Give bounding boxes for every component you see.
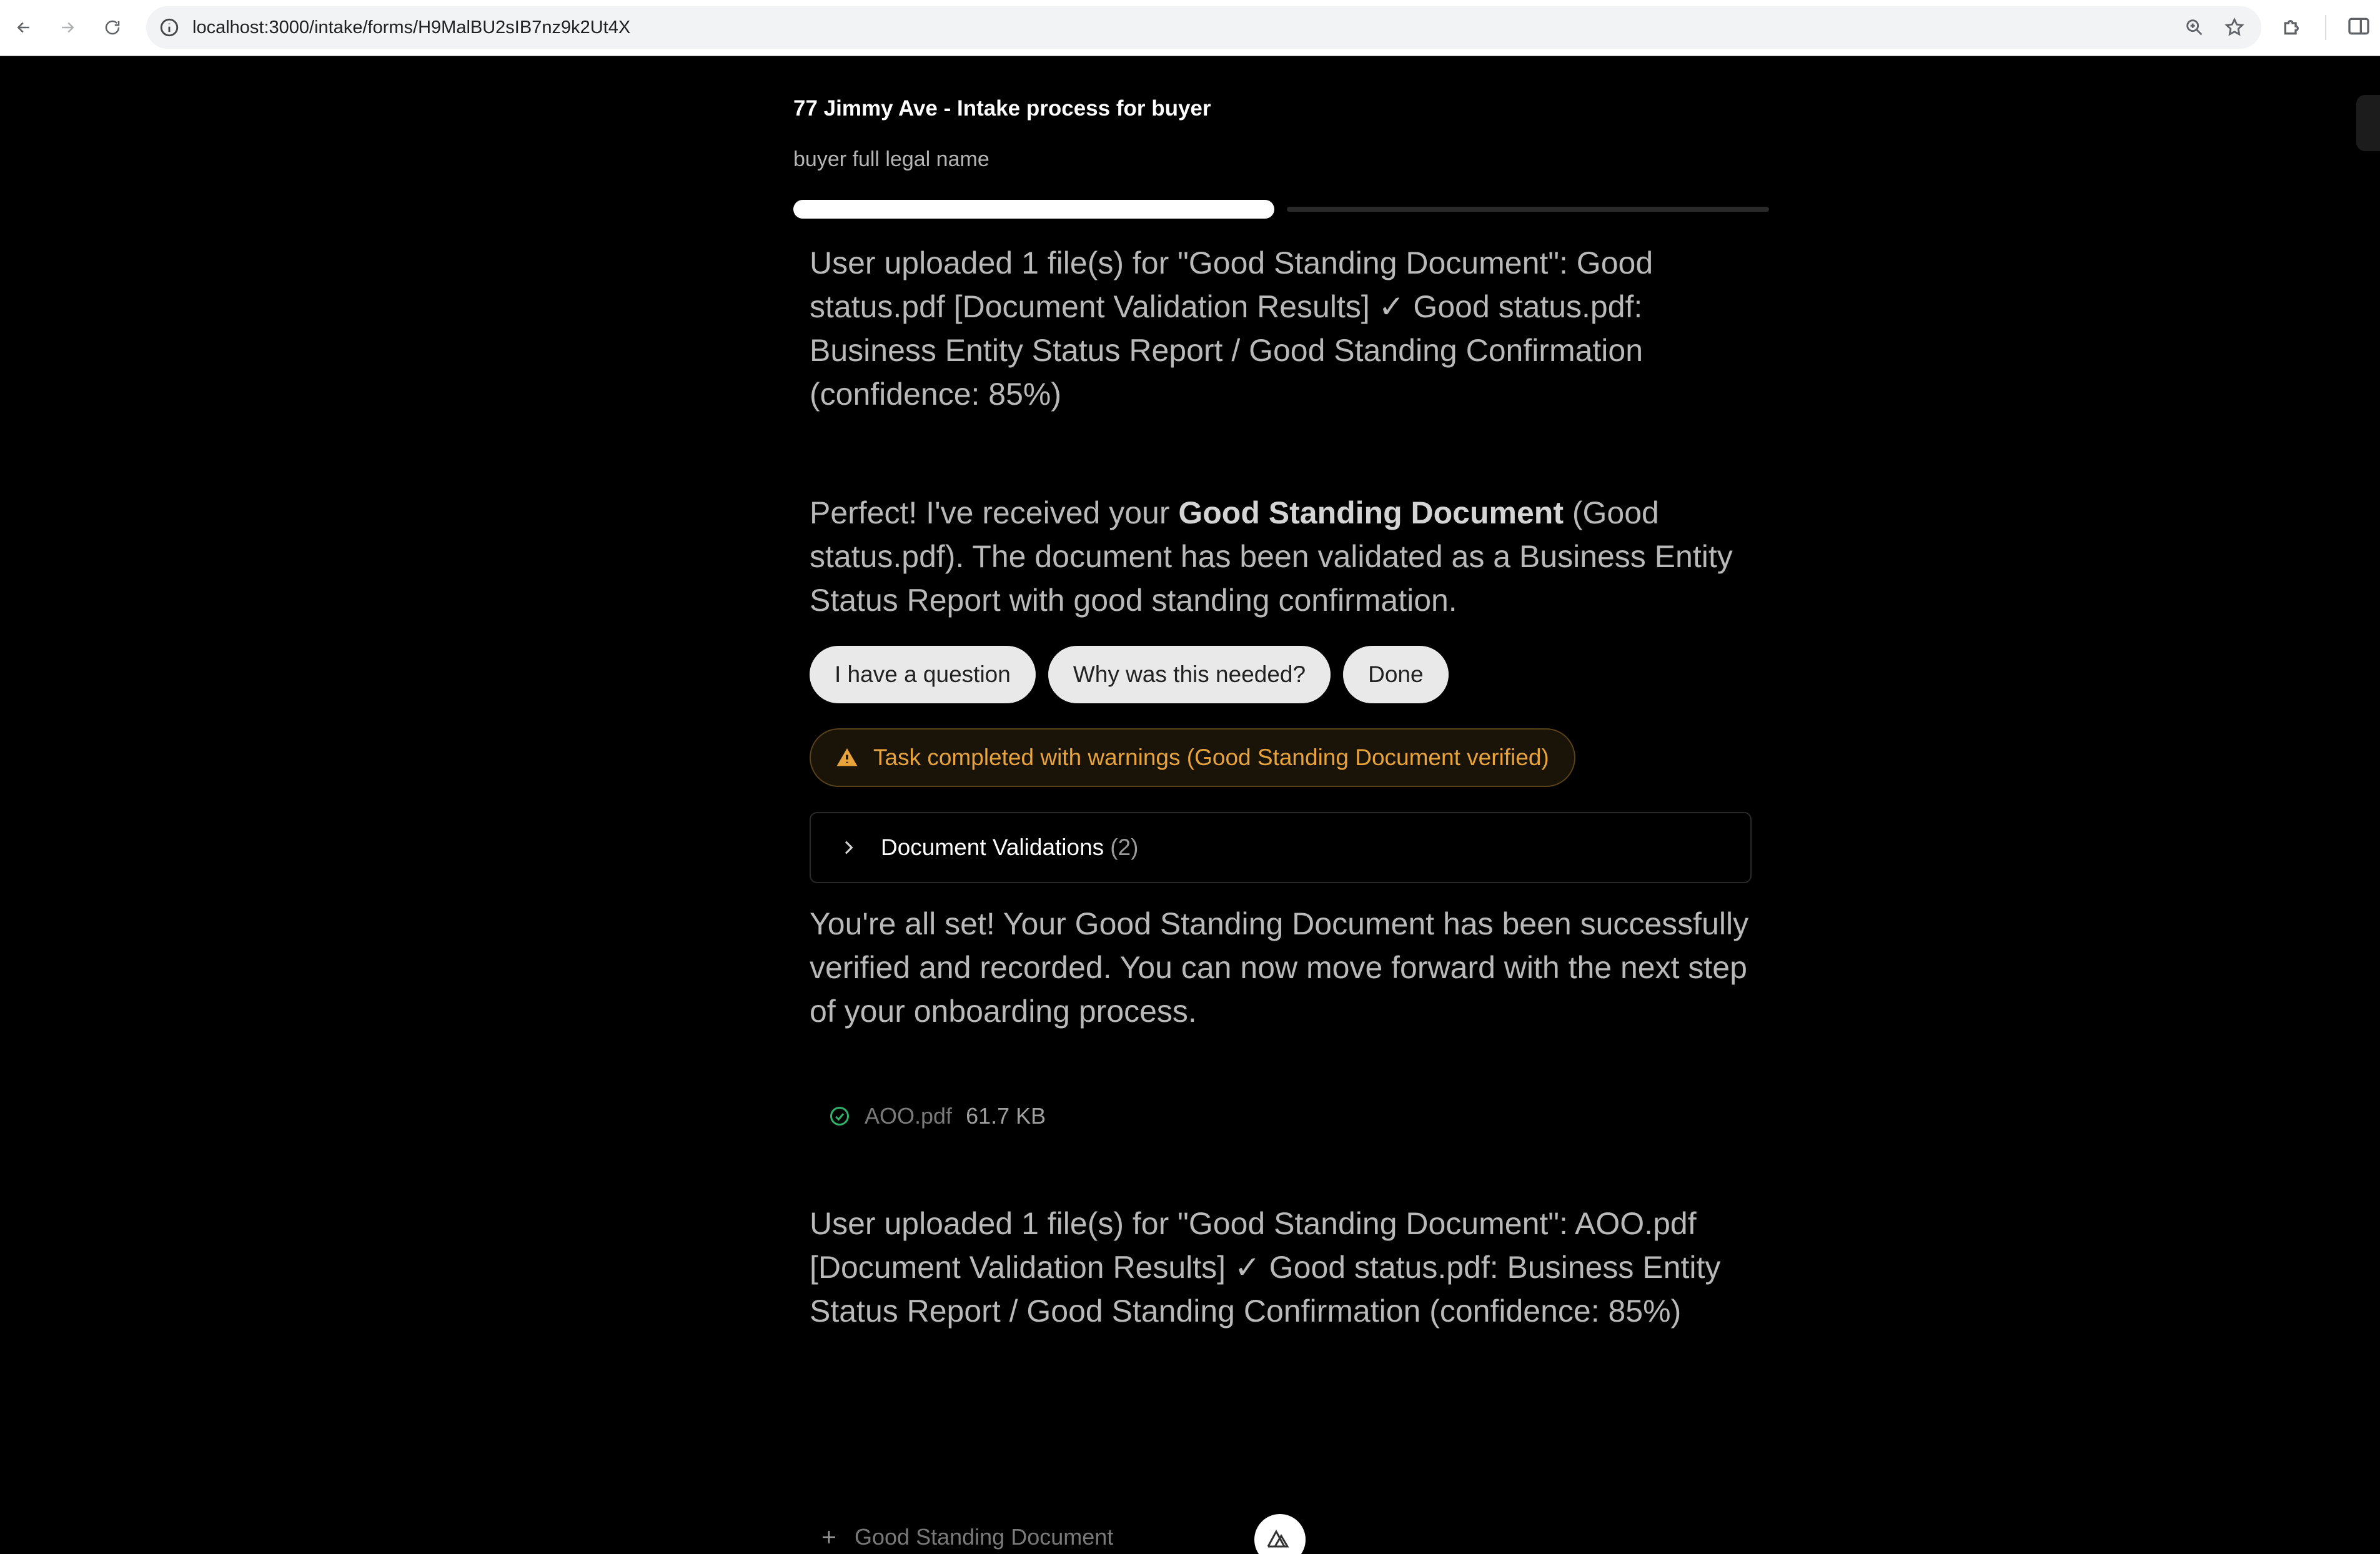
attachment-size: 61.7 KB [966,1103,1046,1129]
quick-reply-done-button[interactable]: Done [1343,646,1448,703]
add-document-label: Good Standing Document [855,1524,1114,1550]
warning-triangle-icon [836,746,858,769]
quick-reply-question-button[interactable]: I have a question [810,646,1036,703]
check-circle-icon [828,1105,851,1127]
quick-reply-why-button[interactable]: Why was this needed? [1048,646,1331,703]
warning-banner [810,728,1575,787]
page-subtitle: buyer full legal name [793,147,989,171]
side-panel-icon[interactable] [2346,14,2371,39]
quick-replies [810,646,1449,703]
site-info-icon[interactable] [159,17,180,38]
browser-toolbar [0,0,2380,56]
forward-icon[interactable] [52,12,82,42]
back-icon[interactable] [9,12,39,42]
user-upload-message: User uploaded 1 file(s) for "Good Standing Document": Good status.pdf [Document Validation Results] ✓ Good status.pdf: Business Entity Status Report / Good Standing Confirmation (confidence: 85%) [810,245,1654,412]
document-validations-toggle[interactable] [810,812,1752,883]
bookmark-star-icon[interactable] [2224,17,2245,38]
extensions-icon[interactable] [2280,14,2305,39]
attachment-chip[interactable] [828,1103,1046,1129]
assistant-logo-button[interactable] [1254,1514,1306,1554]
page-title: 77 Jimmy Ave - Intake process for buyer [793,96,1211,121]
side-drawer-tab[interactable] [2356,95,2380,151]
validations-count: (2) [1110,834,1139,860]
app-logo-icon [1266,1528,1294,1550]
zoom-icon[interactable] [2184,17,2205,38]
progress-step-pending [1287,207,1769,212]
chevron-right-icon [838,838,858,858]
plus-icon [820,1528,838,1547]
reload-icon[interactable] [97,12,127,42]
user-upload-message-2: User uploaded 1 file(s) for "Good Standing Document": AOO.pdf [Document Validation Results] ✓ Good status.pdf: Business Entity Status Report / Good Standing Confirmation (confidence: 85%) [810,1206,1721,1329]
assistant-message: Perfect! I've received your Good Standing Document (Good status.pdf). The document has been validated as a Business Entity Status Report with good standing confirmation. [810,495,1733,618]
warning-text: Task completed with warnings (Good Standing Document verified) [873,745,1549,770]
progress-step-complete [793,200,1274,219]
url-text[interactable]: localhost:3000/intake/forms/H9MalBU2sIB7nz9k2Ut4X [192,17,631,37]
address-bar[interactable] [146,6,2261,49]
completion-message: You're all set! Your Good Standing Document has been successfully verified and recorded. You can now move forward with the next step of your onboarding process. [810,906,1749,1029]
toolbar-divider [2325,15,2326,40]
validations-label: Document Validations [881,834,1104,860]
step-progress [793,200,1769,219]
attachment-name: AOO.pdf [865,1103,953,1129]
add-document-button[interactable] [820,1524,1113,1550]
